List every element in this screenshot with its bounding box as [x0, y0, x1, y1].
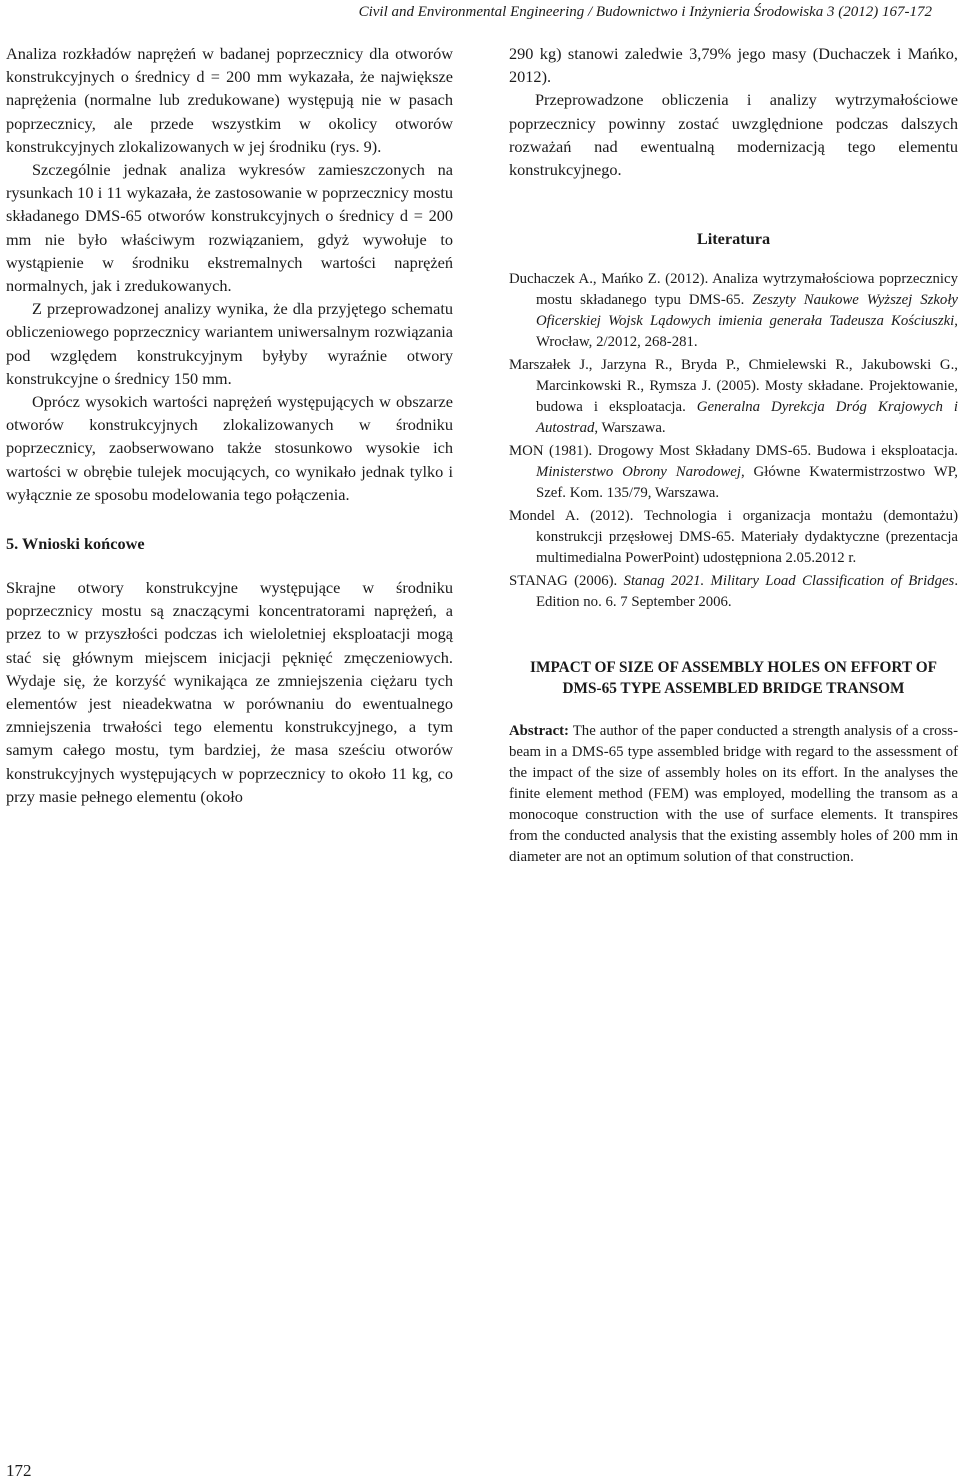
reference-item [509, 355, 958, 439]
abstract-label: Abstract: [509, 723, 569, 740]
reference-item [509, 506, 958, 569]
reference-tail: , Główne Kwatermistrzostwo WP, Szef. Kom. 135/79, Warszawa. [536, 464, 959, 502]
reference-text: Duchaczek A., Mańko Z. (2012). Analiza wytrzymałościowa poprzecznicy mostu składanego typu DMS-65. [509, 271, 958, 309]
reference-list [509, 269, 958, 613]
right-column [509, 42, 958, 868]
literature-heading: Literatura [696, 229, 771, 249]
reference-italic: Ministerstwo Obrony Narodowej [536, 464, 741, 481]
paragraph-conclusions: Skrajne otwory konstrukcyjne występujące w środniku poprzecznicy mostu są znaczącymi koncentratorami naprężeń, a przez to w przyszłości podczas ich wieloletniej eksploatacji mogą stać się głównym miejscem inicjacji pęknięć zmęczeniowych. Wydaje się, że korzyść wynikająca ze zmniejszenia ciężaru tych elementów jest nieadekwatna w porównaniu do ewentualnego zmniejszenia trwałości tego elementu konstrukcyjnego, a tym samym całego mostu, tym bardziej, że masa sześciu otworów konstrukcyjnych występujących w poprzecznicy to około 11 kg, co przy masie pełnego elementu (około [6, 578, 453, 806]
reference-item [509, 441, 958, 504]
reference-italic: Generalna Dyrekcja Dróg Krajowych i Autostrad [536, 399, 958, 437]
english-title: IMPACT OF SIZE OF ASSEMBLY HOLES ON EFFORT OF DMS-65 TYPE ASSEMBLED BRIDGE TRANSOM [530, 659, 937, 698]
paragraph-universal-variant: Z przeprowadzonej analizy wynika, że dla przyjętego schematu obliczeniowego poprzecznicy wariantem uniwersalnym rozwiązania pod względem konstrukcyjnym byłyby wyraźnie otwory konstrukcyjne o średnicy 150 mm. [6, 299, 453, 388]
reference-text: STANAG (2006). [509, 573, 624, 590]
reference-italic: Stanag 2021. Military Load Classification of Bridges [623, 573, 955, 590]
page-number: 172 [6, 1461, 32, 1480]
running-header: Civil and Environmental Engineering / Budownictwo i Inżynieria Środowiska 3 (2012) 167-172 [358, 4, 932, 20]
reference-item [509, 571, 958, 613]
reference-tail: , Warszawa. [594, 420, 666, 437]
paragraph-diagrams: Szczególnie jednak analiza wykresów zamieszczonych na rysunkach 10 i 11 wykazała, że zastosowanie w poprzecznicy mostu składanego DMS-65 otworów konstrukcyjnych o średnicy d = 200 mm nie było właściwym rozwiązaniem, gdyż wywołuje to wystąpienie w środniku ekstremalnych wartości naprężeń normalnych, jak i zredukowanych. [6, 160, 453, 296]
paragraph-continuation: 290 kg) stanowi zaledwie 3,79% jego masy (Duchaczek i Mańko, 2012). [509, 44, 958, 87]
abstract [509, 721, 958, 867]
reference-italic: Zeszyty Naukowe Wyższej Szkoły Oficerskiej Wojsk Lądowych imienia generała Tadeusza Kościuszki [536, 292, 958, 330]
reference-text: MON (1981). Drogowy Most Składany DMS-65. Budowa i eksploatacja. [509, 443, 958, 460]
paragraph-stress-analysis: Analiza rozkładów naprężeń w badanej poprzecznicy dla otworów konstrukcyjnych o średnicy d = 200 mm wykazała, że największe naprężenia (normalne lub zredukowane) występują nie w pasach poprzecznicy, ale przede wszystkim w okolicy otworów konstrukcyjnych zlokalizowanych w jej środniku (rys. 9). [6, 44, 453, 156]
reference-text: Marszałek J., Jarzyna R., Bryda P., Chmielewski R., Jakubowski G., Marcinkowski R., Rymsza J. (2005). Mosty składane. Projektowanie, budowa i eksploatacja. [509, 357, 958, 416]
abstract-text: The author of the paper conducted a strength analysis of a cross-beam in a DMS-65 type assembled bridge with regard to the assessment of the impact of the size of assembly holes on its effort. In the analyses the finite element method (FEM) was employed, modelling the transom as a monocoque construction with the use of surface elements. It transpires from the conducted analysis that the existing assembly holes of 200 mm in diameter are not an optimum solution of that construction. [509, 723, 958, 865]
paragraph-sleeves: Oprócz wysokich wartości naprężeń występujących w obszarze otworów konstrukcyjnych zlokalizowanych w środniku poprzecznicy, zaobserwowano także stosunkowo wysokie ich wartości w obrębie tulejek mocujących, co wynikało jednak tylko i wyłącznie ze sposobu modelowania tego połączenia. [6, 392, 453, 504]
section-heading-conclusions: 5. Wnioski końcowe [6, 534, 145, 554]
reference-item [509, 269, 958, 353]
reference-text: Mondel A. (2012). Technologia i organizacja montażu (demontażu) konstrukcji przęsłowej DMS-65. Materiały dydaktyczne (prezentacja multimedialna PowerPoint) udostępniona 2.05.2012 r. [509, 508, 958, 567]
left-column [6, 42, 453, 808]
reference-tail: , Wrocław, 2/2012, 268-281. [536, 313, 958, 351]
paragraph-recommendation: Przeprowadzone obliczenia i analizy wytrzymałościowe poprzecznicy powinny zostać uwzględnione podczas dalszych rozważań nad ewentualną modernizacją tego elementu konstrukcyjnego. [509, 90, 958, 180]
reference-tail: . Edition no. 6. 7 September 2006. [536, 573, 959, 611]
